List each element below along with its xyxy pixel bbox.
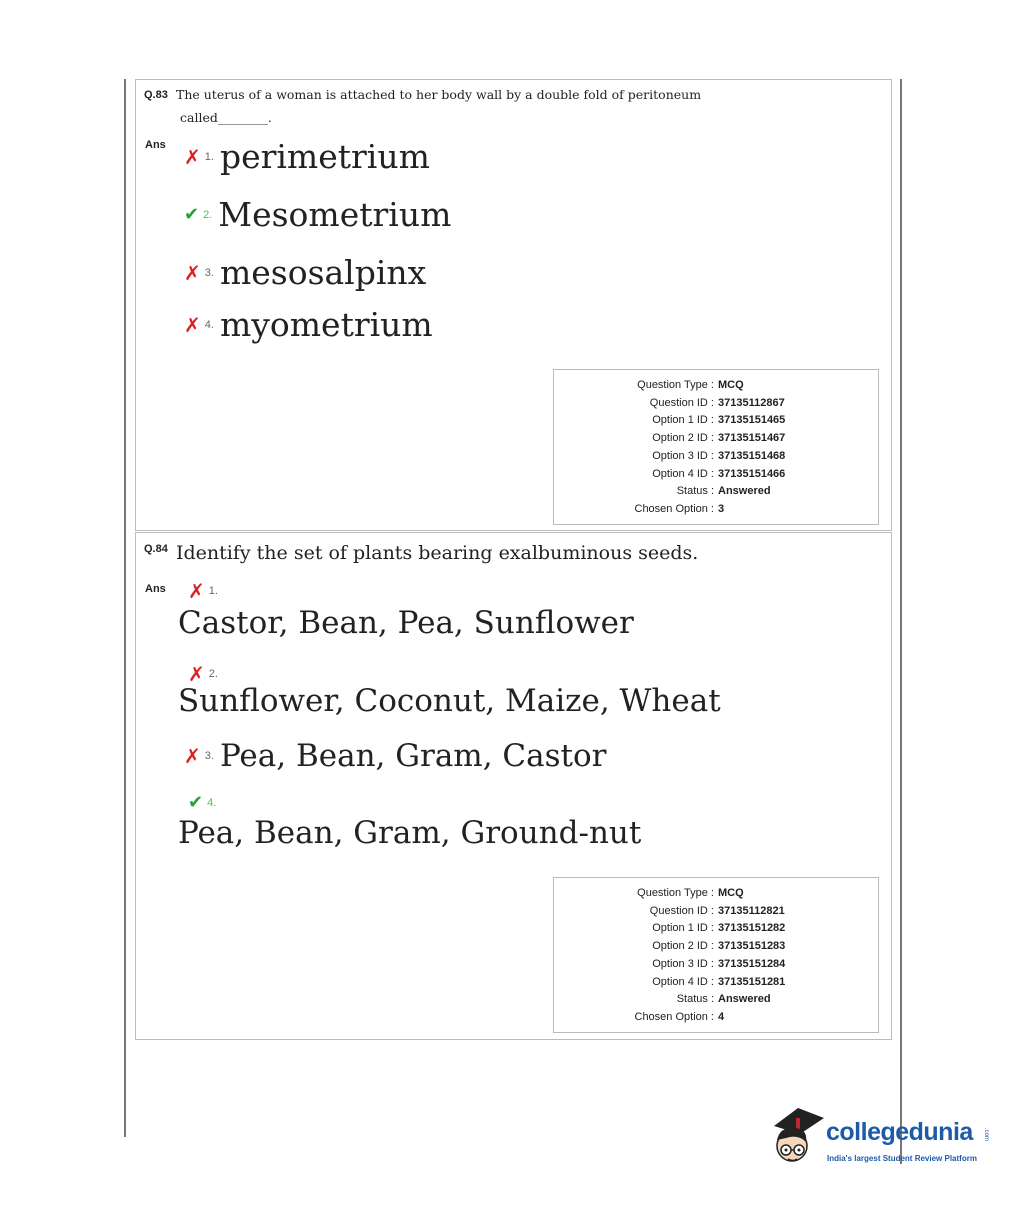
meta-option-4-id: Option 4 ID : 37135151281 (652, 975, 786, 988)
option-number: 1. (208, 585, 218, 597)
question-meta-panel (553, 369, 879, 525)
meta-option-3-id: Option 3 ID : 37135151284 (652, 957, 786, 970)
question-number: Q.84 (144, 543, 168, 555)
question-text-cont: called________. (180, 110, 272, 125)
option-number: 2. (203, 208, 213, 221)
question-text: The uterus of a woman is attached to her body wall by a double fold of peritoneum (176, 87, 702, 102)
meta-status: Status : Answered (676, 485, 771, 498)
option-number: 3. (204, 266, 214, 279)
wrong-icon: ✗ (184, 312, 201, 337)
option-number: 3. (204, 750, 214, 762)
wrong-icon: ✗ (188, 662, 205, 686)
check-icon: ✔ (184, 203, 200, 225)
meta-option-1-id: Option 1 ID : 37135151282 (652, 922, 786, 935)
wrong-icon: ✗ (184, 744, 201, 768)
meta-option-2-id: Option 2 ID : 37135151283 (652, 940, 786, 953)
option-2 (184, 195, 451, 234)
answer-label: Ans (145, 583, 166, 595)
collegedunia-logo (766, 1104, 996, 1174)
meta-option-3-id: Option 3 ID : 37135151468 (652, 449, 786, 462)
check-icon: ✔ (188, 792, 204, 813)
page-frame-right (900, 79, 902, 1164)
option-number: 4. (204, 318, 214, 331)
meta-question-type: Question Type : MCQ (637, 379, 744, 391)
option-1-text: Castor, Bean, Pea, Sunflower (178, 605, 634, 641)
wrong-icon: ✗ (184, 260, 201, 285)
option-number: 1. (204, 150, 214, 163)
option-2-marker (188, 664, 224, 684)
meta-status: Status : Answered (676, 993, 771, 1006)
meta-question-type: Question Type : MCQ (637, 887, 744, 899)
meta-option-2-id: Option 2 ID : 37135151467 (652, 432, 786, 445)
meta-option-1-id: Option 1 ID : 37135151465 (652, 414, 786, 427)
wrong-icon: ✗ (188, 579, 205, 603)
option-1 (184, 137, 430, 176)
option-1-marker (188, 581, 224, 601)
mascot-icon (766, 1104, 826, 1174)
meta-chosen-option: Chosen Option : 3 (634, 502, 725, 515)
meta-option-4-id: Option 4 ID : 37135151466 (652, 467, 786, 480)
question-card-84 (135, 532, 892, 1040)
option-4-marker (188, 794, 222, 812)
wrong-icon: ✗ (184, 144, 201, 169)
question-meta-panel (553, 877, 879, 1033)
option-number: 2. (208, 668, 218, 680)
question-text: Identify the set of plants bearing exalbuminous seeds. (176, 542, 699, 564)
option-3 (184, 253, 426, 292)
meta-question-id: Question ID : 37135112867 (649, 396, 785, 409)
answer-label: Ans (145, 139, 166, 151)
logo-tagline: India's largest Student Review Platform (827, 1154, 977, 1163)
option-2-text: Sunflower, Coconut, Maize, Wheat (178, 683, 721, 719)
logo-dotcom: .com (983, 1128, 989, 1142)
option-text: Mesometrium (218, 195, 452, 234)
option-4-text: Pea, Bean, Gram, Ground-nut (178, 815, 642, 851)
option-text: Pea, Bean, Gram, Castor (219, 738, 607, 774)
option-text: mesosalpinx (219, 253, 427, 292)
question-card-83 (135, 79, 892, 531)
option-text: myometrium (219, 305, 433, 344)
logo-wordmark: collegedunia (826, 1118, 973, 1146)
option-number: 4. (207, 797, 217, 809)
meta-question-id: Question ID : 37135112821 (649, 904, 785, 917)
option-3 (184, 738, 606, 774)
page-frame-left (124, 79, 126, 1137)
question-number: Q.83 (144, 89, 168, 101)
option-text: perimetrium (219, 137, 430, 176)
meta-chosen-option: Chosen Option : 4 (634, 1010, 725, 1023)
option-4 (184, 305, 433, 344)
